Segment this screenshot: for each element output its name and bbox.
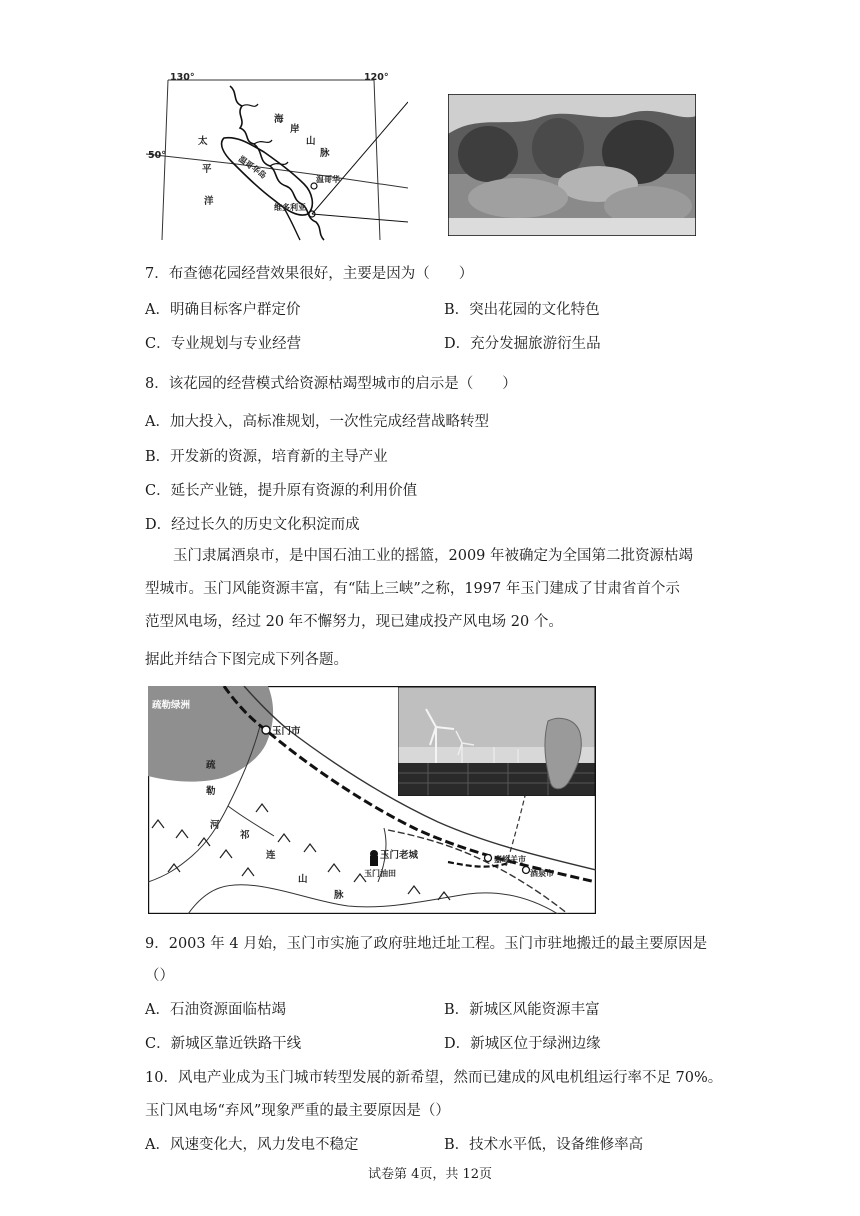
q8-option-d[interactable]: D．经过长久的历史文化积淀而成	[145, 517, 360, 533]
q9-option-a[interactable]: A．石油资源面临枯竭	[145, 1002, 286, 1018]
mountain-char-1: 祁	[240, 830, 250, 841]
q10-option-a[interactable]: A．风速变化大，风力发电不稳定	[145, 1137, 359, 1153]
lon-130-label: 130°	[170, 72, 195, 83]
oasis-label: 疏勒绿洲	[152, 700, 191, 711]
lat-50-label: 50°	[148, 150, 166, 161]
mountain-char-2: 连	[266, 850, 276, 861]
wind-farm-photo	[398, 687, 595, 796]
q9-stem: 9．2003 年 4 月始，玉门市实施了政府驻地迁址工程。玉门市驻地搬迁的最主要原因是	[145, 936, 708, 952]
q9-stem-bracket: （）	[145, 968, 174, 984]
page-footer: 试卷第 4页，共 12页	[367, 1167, 493, 1182]
q7-option-a[interactable]: A．明确目标客户群定价	[145, 302, 301, 318]
river-char-3: 河	[210, 820, 220, 831]
island-label: 温哥华岛	[236, 154, 269, 181]
passage-line-3: 范型风电场，经过 20 年不懈努力，现已建成投产风电场 20 个。	[145, 614, 563, 630]
range-char-4: 脉	[320, 148, 330, 159]
lon-120-label: 120°	[364, 72, 389, 83]
q8-stem: 8．该花园的经营模式给资源枯竭型城市的启示是（ ）	[145, 376, 517, 392]
q10-stem-line-2: 玉门风电场“弃风”现象严重的最主要原因是（）	[145, 1103, 450, 1119]
vancouver-label: 温哥华	[316, 175, 340, 184]
ocean-char-1: 太	[198, 136, 208, 147]
q7-option-c[interactable]: C．专业规划与专业经营	[145, 336, 302, 352]
q8-option-c[interactable]: C．延长产业链，提升原有资源的利用价值	[145, 483, 418, 499]
jiuquan-label: 酒泉市	[530, 869, 554, 878]
river-char-2: 勒	[206, 786, 216, 797]
mountain-char-4: 脉	[334, 890, 344, 901]
passage-line-1: 玉门隶属酒泉市，是中国石油工业的摇篮，2009 年被确定为全国第二批资源枯竭	[173, 548, 694, 564]
canada-coast-map	[146, 72, 408, 242]
q10-option-b[interactable]: B．技术水平低，设备维修率高	[444, 1137, 644, 1153]
q8-option-b[interactable]: B．开发新的资源，培育新的主导产业	[145, 449, 388, 465]
q9-option-c[interactable]: C．新城区靠近铁路干线	[145, 1036, 302, 1052]
victoria-label: 维多利亚	[274, 203, 306, 212]
ocean-char-2: 平	[202, 164, 212, 175]
garden-photo	[448, 94, 696, 236]
passage-line-2: 型城市。玉门风能资源丰富，有“陆上三峡”之称，1997 年玉门建成了甘肃省首个示	[145, 581, 680, 597]
range-char-1: 海	[274, 114, 284, 125]
q8-option-a[interactable]: A．加大投入，高标准规划，一次性完成经营战略转型	[145, 414, 489, 430]
oilfield-label: 玉门油田	[364, 869, 396, 878]
mountain-char-3: 山	[298, 874, 308, 885]
river-char-1: 疏	[206, 760, 216, 771]
passage-instruction: 据此并结合下图完成下列各题。	[145, 652, 348, 668]
ocean-char-3: 洋	[204, 196, 214, 207]
q7-stem: 7．布查德花园经营效果很好，主要是因为（ ）	[145, 266, 474, 282]
q9-option-b[interactable]: B．新城区风能资源丰富	[444, 1002, 600, 1018]
q10-stem: 10．风电产业成为玉门城市转型发展的新希望，然而已建成的风电机组运行率不足 70%。	[145, 1070, 723, 1086]
q7-option-b[interactable]: B．突出花园的文化特色	[444, 302, 600, 318]
q7-option-d[interactable]: D．充分发掘旅游衍生品	[444, 336, 601, 352]
range-char-2: 岸	[290, 124, 300, 135]
old-town-label: 玉门老城	[380, 850, 419, 861]
jiayuguan-label: 嘉峪关市	[494, 855, 526, 864]
yumen-city-label: 玉门市	[272, 726, 301, 737]
q9-option-d[interactable]: D．新城区位于绿洲边缘	[444, 1036, 601, 1052]
range-char-3: 山	[306, 136, 316, 147]
